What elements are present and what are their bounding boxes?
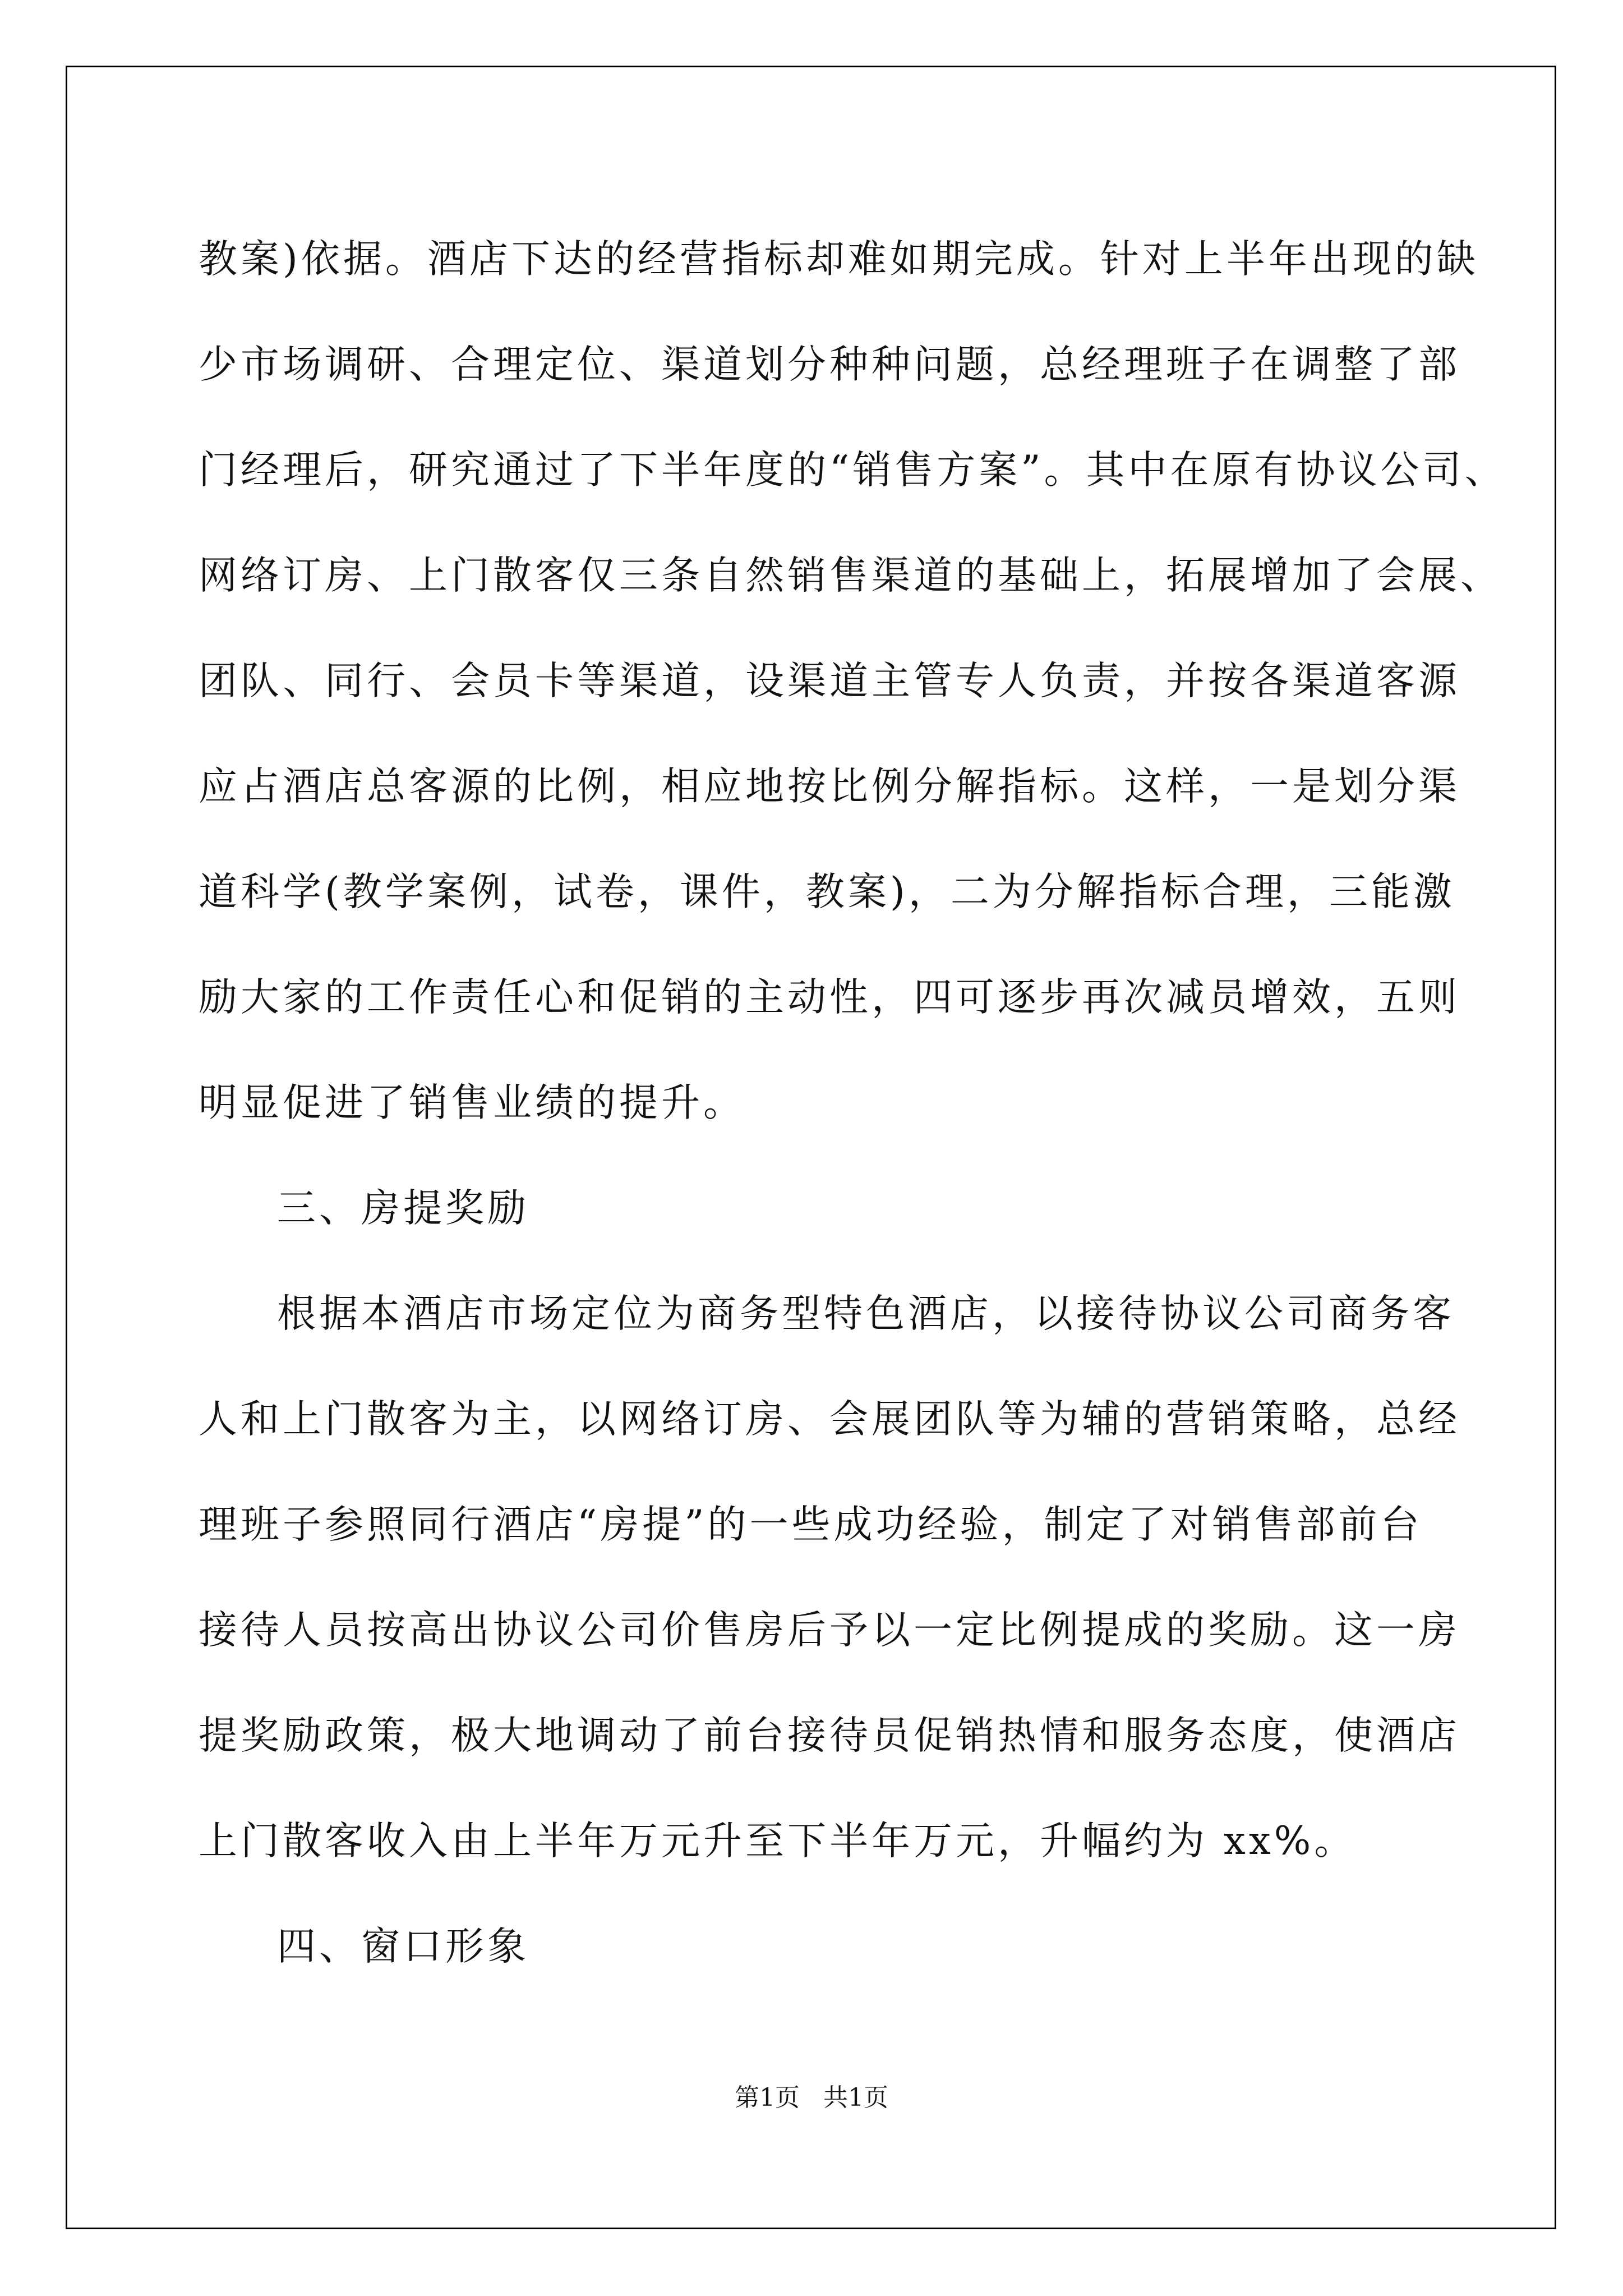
body-text-line: 道科学(教学案例，试卷，课件，教案)，二为分解指标合理，三能激	[199, 869, 1455, 914]
body-text-line: 门经理后，研究通过了下半年度的“销售方案”。其中在原有协议公司、	[199, 448, 1507, 493]
body-text-line: 明显促进了销售业绩的提升。	[199, 1080, 745, 1125]
body-text-line: 根据本酒店市场定位为商务型特色酒店，以接待协议公司商务客	[277, 1291, 1455, 1336]
body-text-line: 团队、同行、会员卡等渠道，设渠道主管专人负责，并按各渠道客源	[199, 659, 1460, 703]
body-text-line: 励大家的工作责任心和促销的主动性，四可逐步再次减员增效，五则	[199, 975, 1460, 1020]
body-text-line: 人和上门散客为主，以网络订房、会展团队等为辅的营销策略，总经	[199, 1397, 1460, 1442]
body-text-line: 理班子参照同行酒店“房提”的一些成功经验，制定了对销售部前台	[199, 1502, 1423, 1547]
page-number-footer: 第1页 共1页	[735, 2083, 888, 2112]
body-text-line: 接待人员按高出协议公司价售房后予以一定比例提成的奖励。这一房	[199, 1608, 1460, 1653]
body-text-line: 少市场调研、合理定位、渠道划分种种问题，总经理班子在调整了部	[199, 342, 1460, 387]
body-text-line: 上门散客收入由上半年万元升至下半年万元，升幅约为 xx%。	[199, 1819, 1357, 1864]
section-heading: 四、窗口形象	[277, 1924, 529, 1969]
body-text-line: 应占酒店总客源的比例，相应地按比例分解指标。这样，一是划分渠	[199, 764, 1460, 809]
section-heading: 三、房提奖励	[277, 1186, 529, 1231]
body-text-line: 提奖励政策，极大地调动了前台接待员促销热情和服务态度，使酒店	[199, 1713, 1460, 1758]
body-text-line: 教案)依据。酒店下达的经营指标却难如期完成。针对上半年出现的缺	[199, 237, 1479, 282]
body-text-line: 网络订房、上门散客仅三条自然销售渠道的基础上，拓展增加了会展、	[199, 553, 1502, 598]
